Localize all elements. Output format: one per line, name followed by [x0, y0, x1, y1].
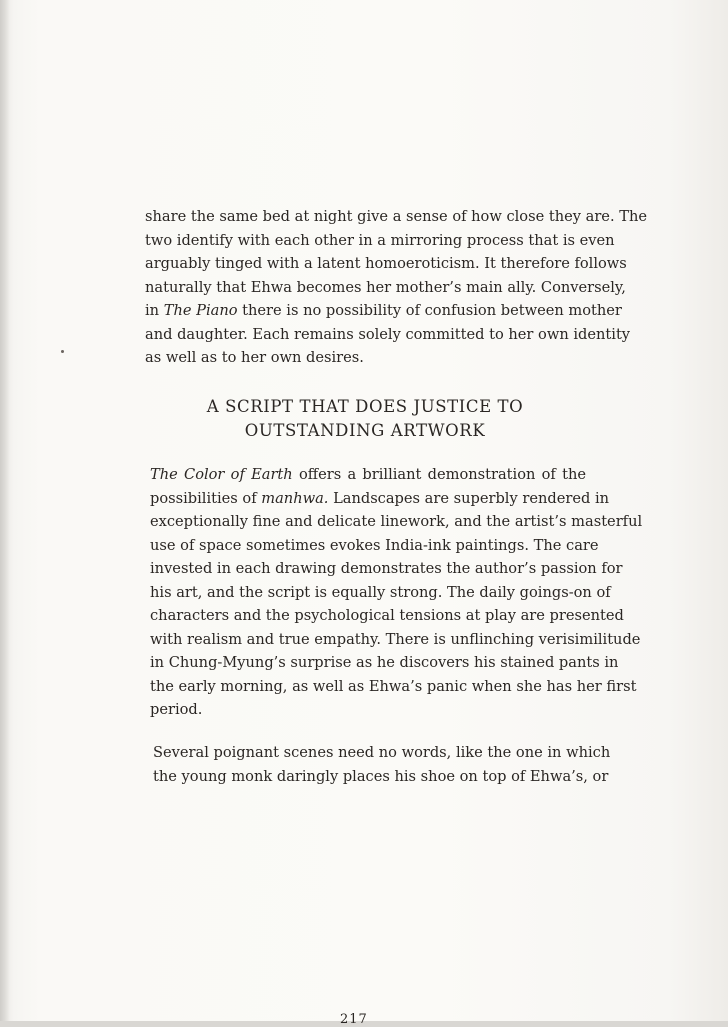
text-line: invested in each drawing demonstrates the author’s passion for — [150, 560, 623, 577]
text-line: as well as to her own desires. — [145, 349, 364, 366]
film-title: The Piano — [163, 302, 238, 319]
text-line — [150, 487, 610, 511]
text-line: in Chung-Myung’s surprise as he discovers his stained pants in — [150, 654, 619, 671]
text-line: period. — [150, 701, 203, 718]
paragraph-1 — [145, 205, 647, 370]
text-fragment: there is no possibility of confusion between mother — [242, 302, 622, 319]
text-line: the early morning, as well as Ehwa’s panic when she has her first — [150, 677, 637, 695]
text-line: the young monk daringly places his shoe on top of Ehwa’s, or — [153, 767, 609, 785]
text-line: naturally that Ehwa becomes her mother’s main ally. Conversely, — [145, 278, 626, 296]
italic-term: manhwa. — [261, 489, 329, 507]
text-line: his art, and the script is equally strong. The daily goings-on of — [150, 583, 611, 601]
section-heading — [150, 395, 580, 443]
book-title: The Color of Earth — [150, 466, 293, 483]
text-line: exceptionally fine and delicate linework, and the artist’s masterful — [150, 513, 643, 530]
page-number: 217 — [340, 1012, 368, 1027]
text-line: share the same bed at night give a sense of how close they are. The — [145, 208, 647, 225]
text-line: two identify with each other in a mirroring process that is even — [145, 231, 615, 249]
text-line — [145, 299, 622, 323]
text-fragment: Landscapes are superbly rendered in — [333, 489, 610, 507]
text-line: with realism and true empathy. There is unflinching verisimilitude — [150, 630, 641, 648]
text-line — [150, 463, 586, 487]
heading-line: OUTSTANDING ARTWORK — [244, 421, 486, 440]
text-fragment: in — [145, 302, 160, 319]
text-fragment: possibilities of — [150, 489, 257, 507]
text-line: characters and the psychological tensions at play are presented — [150, 607, 624, 624]
text-line: Several poignant scenes need no words, like the one in which — [153, 744, 611, 761]
paragraph-3 — [153, 741, 611, 788]
text-line: and daughter. Each remains solely committed to her own identity — [145, 325, 631, 343]
paragraph-2 — [150, 463, 643, 722]
text-fragment: offers a brilliant demonstration of the — [298, 466, 586, 483]
text-line: arguably tinged with a latent homoeroticism. It therefore follows — [145, 255, 627, 272]
text-line: use of space sometimes evokes India-ink paintings. The care — [150, 536, 599, 554]
heading-line: A SCRIPT THAT DOES JUSTICE TO — [206, 397, 524, 416]
gutter-shadow — [0, 0, 10, 1021]
ink-speck — [61, 350, 64, 353]
